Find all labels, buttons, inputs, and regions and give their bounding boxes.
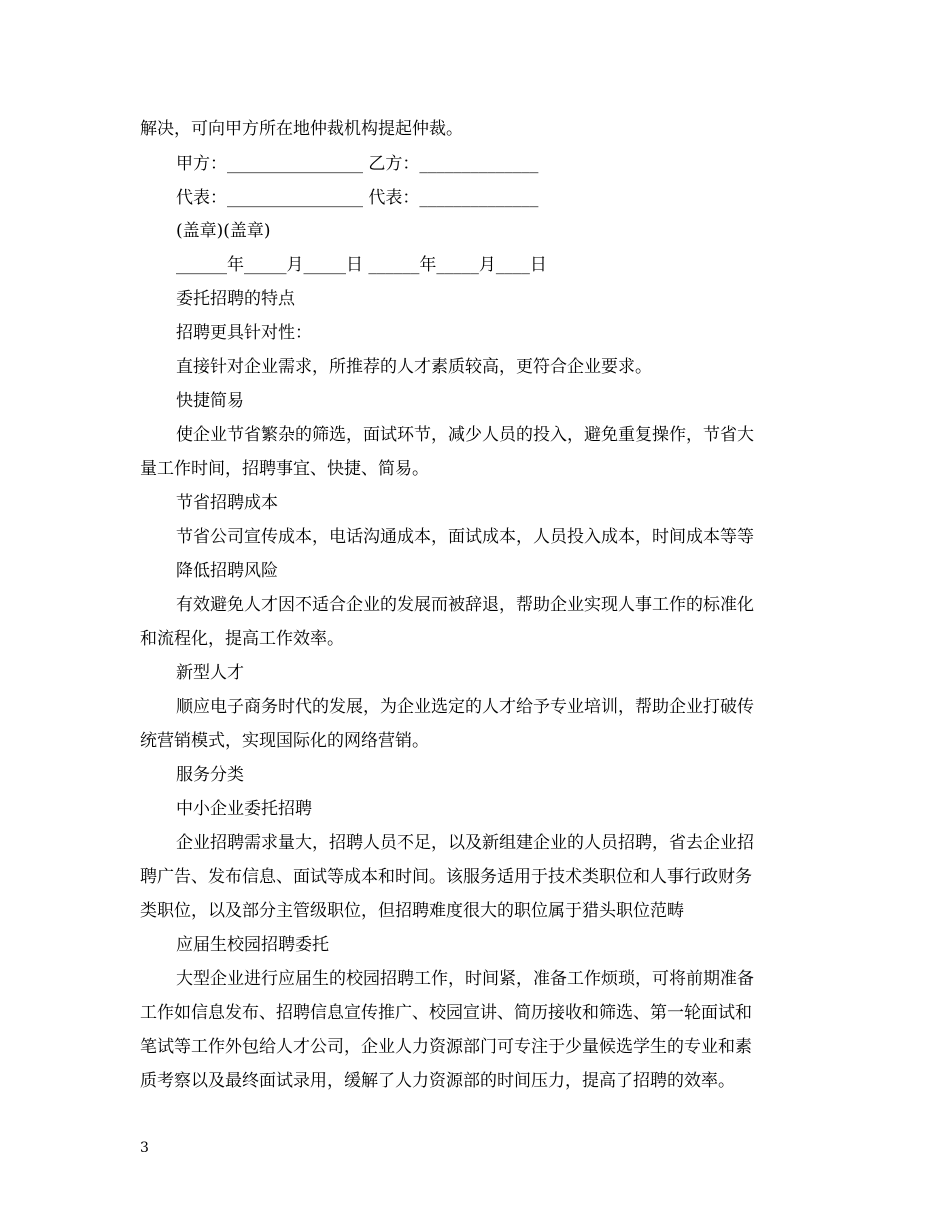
section-heading: 委托招聘的特点 [176,289,295,309]
page-number: 3 [140,1140,149,1156]
subheading: 降低招聘风险 [176,561,278,581]
text-line: 工作如信息发布、招聘信息宣传推广、校园宣讲、简历接收和筛选、第一轮面试和 [140,1003,752,1023]
text-line: 大型企业进行应届生的校园招聘工作，时间紧，准备工作烦琐，可将前期准备 [176,969,754,989]
subheading: 中小企业委托招聘 [176,799,312,819]
subheading: 节省招聘成本 [176,493,278,513]
text-line: 量工作时间，招聘事宜、快捷、简易。 [140,459,429,479]
subheading: 应届生校园招聘委托 [176,935,329,955]
date-line: ______年_____月_____日 ______年_____月____日 [176,255,547,275]
text-line: 质考察以及最终面试录用，缓解了人力资源部的时间压力，提高了招聘的效率。 [140,1071,735,1091]
text-line: 使企业节省繁杂的筛选，面试环节，减少人员的投入，避免重复操作，节省大 [176,425,754,445]
text-line: 类职位，以及部分主管级职位，但招聘难度很大的职位属于猎头职位范畴 [140,901,684,921]
text-line: 节省公司宣传成本，电话沟通成本，面试成本，人员投入成本，时间成本等等 [176,527,754,547]
text-line: 笔试等工作外包给人才公司，企业人力资源部门可专注于少量候选学生的专业和素 [140,1037,752,1057]
seal-line: (盖章)(盖章) [176,221,271,241]
subheading: 招聘更具针对性： [176,323,312,343]
text-line: 聘广告、发布信息、面试等成本和时间。该服务适用于技术类职位和人事行政财务 [140,867,752,887]
text-line: 企业招聘需求量大，招聘人员不足，以及新组建企业的人员招聘，省去企业招 [176,833,754,853]
section-heading: 服务分类 [176,765,244,785]
text-line: 解决，可向甲方所在地仲裁机构提起仲裁。 [140,119,463,139]
subheading: 新型人才 [176,663,244,683]
text-line: 顺应电子商务时代的发展，为企业选定的人才给予专业培训，帮助企业打破传 [176,697,754,717]
text-line: 有效避免人才因不适合企业的发展而被辞退，帮助企业实现人事工作的标准化 [176,595,754,615]
text-line: 统营销模式，实现国际化的网络营销。 [140,731,429,751]
signature-line-representative: 代表：________________ 代表：______________ [176,188,539,208]
subheading: 快捷简易 [176,391,244,411]
text-line: 和流程化，提高工作效率。 [140,629,344,649]
signature-line-party: 甲方：________________ 乙方：______________ [176,154,539,174]
text-line: 直接针对企业需求，所推荐的人才素质较高，更符合企业要求。 [176,357,652,377]
